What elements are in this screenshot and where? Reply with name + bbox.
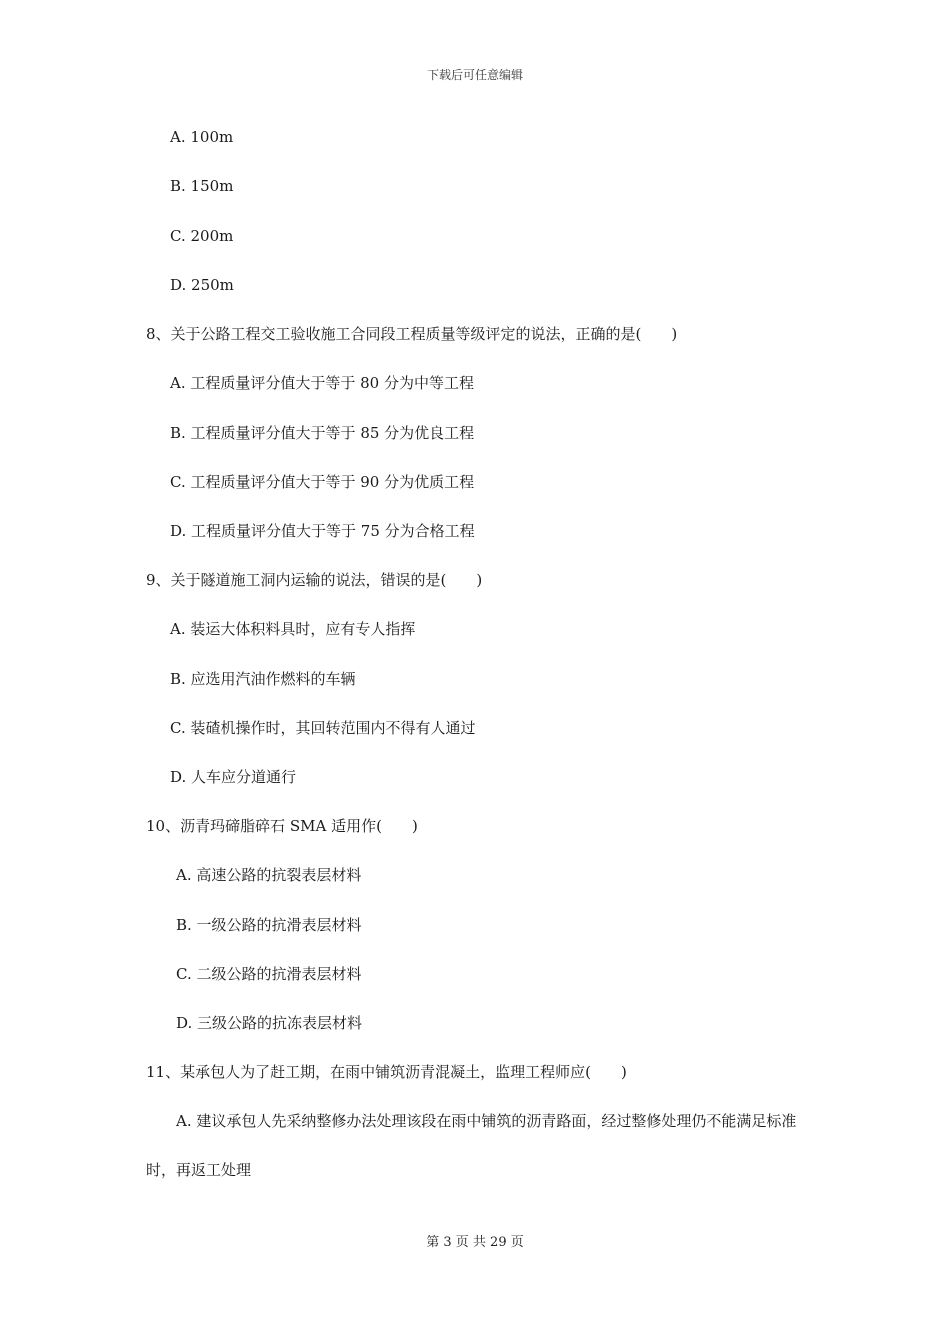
q8-question: 8、关于公路工程交工验收施工合同段工程质量等级评定的说法，正确的是( )	[146, 325, 678, 343]
page-footer: 第 3 页 共 29 页	[426, 1235, 524, 1250]
q10-option-b: B. 一级公路的抗滑表层材料	[176, 916, 362, 934]
q8-option-a: A. 工程质量评分值大于等于 80 分为中等工程	[170, 374, 474, 392]
q8-option-d: D. 工程质量评分值大于等于 75 分为合格工程	[170, 522, 475, 540]
q9-option-b: B. 应选用汽油作燃料的车辆	[170, 670, 356, 688]
q8-option-c: C. 工程质量评分值大于等于 90 分为优质工程	[170, 473, 475, 491]
q9-option-c: C. 装碴机操作时，其回转范围内不得有人通过	[170, 719, 476, 737]
q7-option-d: D. 250m	[170, 276, 234, 294]
page-header: 下载后可任意编辑	[426, 68, 523, 82]
q7-option-a: A. 100m	[170, 128, 234, 146]
q9-option-d: D. 人车应分道通行	[170, 768, 297, 786]
q9-option-a: A. 装运大体积料具时，应有专人指挥	[170, 620, 416, 638]
q10-option-c: C. 二级公路的抗滑表层材料	[176, 965, 362, 983]
q10-option-d: D. 三级公路的抗冻表层材料	[176, 1014, 363, 1032]
q10-question: 10、沥青玛碲脂碎石 SMA 适用作( )	[146, 817, 418, 835]
q11-question: 11、某承包人为了赶工期，在雨中铺筑沥青混凝土，监理工程师应( )	[146, 1063, 627, 1081]
q8-option-b: B. 工程质量评分值大于等于 85 分为优良工程	[170, 424, 475, 442]
q7-option-b: B. 150m	[170, 177, 234, 195]
q10-option-a: A. 高速公路的抗裂表层材料	[176, 866, 362, 884]
q9-question: 9、关于隧道施工洞内运输的说法，错误的是( )	[146, 571, 483, 589]
q11-option-a: A. 建议承包人先采纳整修办法处理该段在雨中铺筑的沥青路面，经过整修处理仍不能满足标准时，再返工处理	[146, 1112, 797, 1179]
q7-option-c: C. 200m	[170, 227, 234, 245]
